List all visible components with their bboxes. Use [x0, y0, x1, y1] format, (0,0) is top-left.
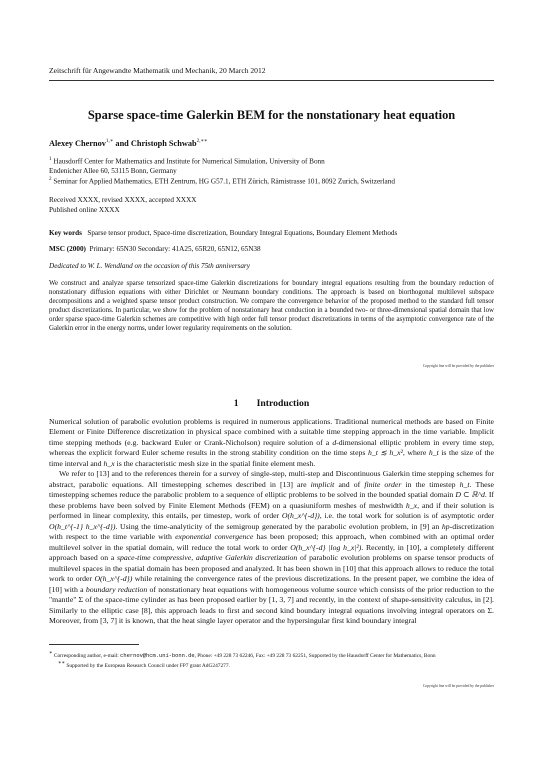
paragraph: Numerical solution of parabolic evolution problems is required in numerous applications. Traditional numerical methods are based on Finite Element or Finite Difference discretization in physical space combined with a suitable time stepping approach in the time variable. Implicit time stepping methods (e.g. backward Euler or Crank-Nicholson) require solution of a d-dimensional elliptic problem in every time step, whereas the explicit forward Euler scheme results in the strong stability condition on the time steps h_t ≲ h_x², where h_t is the size of the time interval and h_x is the characteristic mesh size in the spatial finite element mesh. — [49, 417, 494, 468]
msc-text: Primary: 65N30 Secondary: 41A25, 65R20, 65N12, 65N38 — [89, 245, 261, 253]
copyright-line: Copyright line will be provided by the publisher — [422, 364, 494, 368]
keywords — [49, 229, 509, 237]
affiliation-text: Seminar for Applied Mathematics, ETH Zentrum, HG G57.1, ETH Zürich, Rämistrasse 101, 8092 Zurich, Switzerland — [53, 177, 395, 186]
affiliation-text: Hausdorff Center for Mathematics and Institute for Numerical Simulation, University of Bonn — [53, 157, 325, 166]
math-inline: hp — [441, 521, 450, 531]
published-date: Published online XXXX — [49, 205, 120, 214]
math-inline: O(h_x^{-d}) — [281, 511, 320, 521]
keywords-text: Sparse tensor product, Space-time discretization, Boundary Integral Equations, Boundary Element Methods — [87, 229, 398, 237]
math-inline: O(h_x^{-d} |log h_x|²) — [290, 542, 362, 552]
copyright-line: Copyright line will be provided by the publisher — [422, 684, 494, 688]
paragraph: We refer to [13] and to the references therein for a survey of single-step, multi-step and Discontinuous Galerkin time stepping schemes for abstract, parabolic equations. All timestepping schemes described in [13] are implicit and of finite order in the timestep h_t. These timestepping schemes reduce the parabolic problem to a sequence of elliptic problems to be solved in the bounded spatial domain D ⊂ ℝ^d. If these problems have been solved by Finite Element Methods (FEM) on a quasiuniform meshes of meshwidth h_x, and if their solution is performed in linear complexity, this entails, per timestep, work of order O(h_x^{-d}), i.e. the total work for solution is of asymptotic order O(h_t^{-1} h_x^{-d}). Using the time-analyticity of the semigroup generated by the parabolic evolution problem, in [9] an hp-discretization with respect to the time variable with exponential convergence has been proposed; this approach, when combined with an optimal order multilevel solver in the spatial domain, will reduce the total work to order O(h_x^{-d} |log h_x|²). Recently, in [10], a completely different approach based on a space-time compressive, adaptive Galerkin discretization of parabolic evolution problems on sparse tensor products of multilevel spaces in the spatial domain has been proposed and analyzed. It has been shown in [10] that this approach allows to reduce the total work to order O(h_x^{-d}) while retaining the convergence rates of the previous discretizations. In the present paper, we combine the idea of [10] with a boundary reduction of nonstationary heat equations with homogeneous volume source which consists of the prior reduction to the "mantle" Σ of the space-time cylinder as has been proposed earlier by [1, 3, 7] and recently, in the context of shape-sensitivity calculus, in [2]. Similarly to the elliptic case [8], this approach leads to first and second kind boundary integral equations involving integral operators on Σ. Moreover, from [3, 7] it is known, that the heat single layer operator and the hypersingular first kind boundary integral — [49, 469, 495, 626]
msc-classification — [49, 245, 261, 253]
math-inline: O(h_t^{-1} h_x^{-d}) — [49, 521, 116, 531]
publication-dates — [49, 196, 197, 215]
paper-title: Sparse space-time Galerkin BEM for the nonstationary heat equation — [87, 108, 456, 122]
keywords-label: Key words — [49, 229, 82, 237]
journal-header: Zeitschrift für Angewandte Mathematik und Mechanik, 20 March 2012 — [49, 66, 266, 75]
affiliation-marker: 2 — [49, 176, 52, 182]
math-inline: d — [332, 437, 337, 447]
affiliation-1 — [49, 155, 509, 177]
abstract: We construct and analyze sparse tensorized space-time Galerkin discretizations for boundary integral equations resulting from the boundary reduction of nonstationary diffusion equations with either Dirichlet or Neumann boundary conditions. The approach is based on biorthogonal multilevel subspace decompositions and a weighted sparse tensor product construction. We compare the convergence behavior of the proposed method to the standard full tensor product discretizations. In particular, we show for the problem of nonstationary heat conduction in a bounded two- or three-dimensional spatial domain that low order sparse space-time Galerkin schemes are competitive with high order full tensor product discretizations in terms of the asymptotic convergence rate of the Galerkin error in the energy norms, under lower regularity requirements on the solution. — [49, 280, 494, 332]
footnotes — [49, 650, 494, 670]
footnote-marker: ∗∗ — [58, 659, 66, 666]
footnote: ∗∗ Supported by the European Research Council under FP7 grant AdG247277. — [58, 659, 230, 669]
author-conjunction: and — [115, 138, 129, 148]
affiliation-marker: 1 — [49, 156, 52, 162]
body-text — [49, 417, 494, 627]
math-inline: h_t ≲ h_x² — [367, 448, 403, 458]
footnote: ∗ Corresponding author, e-mail: chernov@hcm.uni-bonn.de, Phone: +49 228 73 62246, Fax: +49 228 73 62251, Supported by the Hausdorff Center for Mathematics, Bonn — [49, 650, 436, 659]
header-rule — [49, 80, 494, 81]
affiliation-2 — [49, 175, 509, 187]
dedication: Dedicated to W. L. Wendland on the occasion of this 75th anniversary — [49, 262, 250, 270]
section-heading — [49, 398, 494, 409]
math-inline: h_x — [103, 458, 115, 468]
msc-label: MSC (2000) — [49, 245, 86, 253]
math-inline: h_t — [459, 479, 470, 489]
math-inline: D ⊂ ℝ^d — [455, 490, 485, 500]
author-name: Alexey Chernov — [49, 138, 106, 148]
footnote-rule — [49, 644, 139, 645]
section-number: 1 — [233, 398, 239, 409]
author-superscript: 1,∗ — [105, 138, 114, 144]
section-title: Introduction — [256, 398, 310, 409]
affiliation-text: Endenicher Allee 60, 53115 Bonn, Germany — [49, 166, 177, 175]
author-superscript: 2,∗∗ — [196, 138, 208, 144]
footnote-marker: ∗ — [49, 650, 53, 656]
math-inline: h_t — [428, 448, 439, 458]
author-name: Christoph Schwab — [130, 138, 197, 148]
math-inline: O(h_x^{-d}) — [94, 574, 133, 584]
email-link[interactable]: chernov@hcm.uni-bonn.de — [120, 652, 195, 659]
math-inline: h_x — [405, 500, 418, 510]
author-list — [49, 138, 208, 148]
received-date: Received XXXX, revised XXXX, accepted XXXX — [49, 196, 197, 204]
